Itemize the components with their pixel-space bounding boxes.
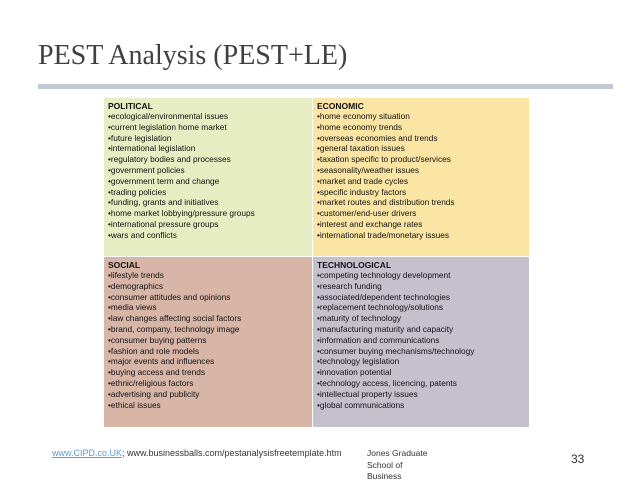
list-item: •consumer attitudes and opinions [108, 291, 231, 302]
list-item: •demographics [108, 280, 164, 291]
list-item: •international trade/monetary issues [317, 229, 450, 240]
list-item: •lifestyle trends [108, 270, 164, 280]
list-item: •international pressure groups [108, 218, 219, 229]
source-footer [52, 448, 342, 458]
list-item: •replacement technology/solutions [317, 302, 444, 313]
political-list [108, 111, 308, 241]
list-item: •trading policies [108, 186, 167, 197]
list-item: •government policies [108, 164, 185, 175]
list-item: •home economy situation [317, 111, 410, 121]
school-line: Business [367, 471, 402, 481]
list-item: •ecological/environmental issues [108, 111, 229, 121]
list-item: •intellectual property issues [317, 388, 418, 399]
list-item: •customer/end-user drivers [317, 208, 417, 219]
list-item: •consumer buying mechanisms/technology [317, 345, 475, 356]
list-item: •buying access and trends [108, 367, 205, 378]
political-heading: POLITICAL [108, 101, 153, 111]
list-item: •consumer buying patterns [108, 334, 207, 345]
title-divider [38, 84, 613, 89]
list-item: •current legislation home market [108, 121, 227, 132]
list-item: •government term and change [108, 175, 220, 186]
economic-list [317, 111, 525, 241]
list-item: •information and communications [317, 334, 440, 345]
technological-heading: TECHNOLOGICAL [317, 260, 392, 270]
list-item: •general taxation issues [317, 143, 405, 154]
list-item: •market routes and distribution trends [317, 197, 455, 208]
economic-quadrant [313, 98, 529, 256]
list-item: •market and trade cycles [317, 175, 408, 186]
list-item: •seasonality/weather issues [317, 164, 420, 175]
social-quadrant [104, 257, 312, 427]
political-quadrant [104, 98, 312, 256]
list-item: •specific industry factors [317, 186, 407, 197]
source-text: ; www.businessballs.com/pestanalysisfreetemplate.htm [122, 448, 342, 458]
list-item: •major events and influences [108, 356, 215, 367]
list-item: •ethnic/religious factors [108, 377, 194, 388]
list-item: •home economy trends [317, 121, 402, 132]
list-item: •regulatory bodies and processes [108, 154, 231, 165]
list-item: •overseas economies and trends [317, 132, 438, 143]
cipd-link[interactable]: www.CIPD.co.UK [52, 448, 123, 458]
list-item: •ethical issues [108, 399, 161, 410]
list-item: •technology legislation [317, 356, 400, 367]
list-item: •associated/dependent technologies [317, 291, 450, 302]
list-item: •taxation specific to product/services [317, 154, 451, 165]
list-item: •research funding [317, 280, 382, 291]
list-item: •law changes affecting social factors [108, 313, 242, 324]
list-item: •home market lobbying/pressure groups [108, 208, 255, 219]
list-item: •brand, company, technology image [108, 323, 240, 334]
list-item: •fashion and role models [108, 345, 199, 356]
technological-quadrant [313, 257, 529, 427]
list-item: •wars and conflicts [108, 229, 177, 240]
slide-title: PEST Analysis (PEST+LE) [38, 40, 348, 71]
list-item: •funding, grants and initiatives [108, 197, 219, 208]
list-item: •maturity of technology [317, 313, 402, 324]
school-line: Jones Graduate [367, 448, 428, 458]
pest-grid [104, 98, 529, 427]
list-item: •media views [108, 302, 157, 313]
social-list [108, 270, 308, 410]
economic-heading: ECONOMIC [317, 101, 364, 111]
technological-list [317, 270, 525, 410]
list-item: •global communications [317, 399, 405, 410]
list-item: •future legislation [108, 132, 172, 143]
list-item: •international legislation [108, 143, 196, 154]
page-number: 33 [571, 452, 585, 466]
social-heading: SOCIAL [108, 260, 141, 270]
list-item: •innovation potential [317, 367, 392, 378]
list-item: •technology access, licencing, patents [317, 377, 457, 388]
list-item: •competing technology development [317, 270, 451, 280]
school-name [367, 448, 437, 483]
list-item: •advertising and publicity [108, 388, 200, 399]
list-item: •manufacturing maturity and capacity [317, 323, 454, 334]
list-item: •interest and exchange rates [317, 218, 423, 229]
school-line: School of [367, 459, 403, 470]
